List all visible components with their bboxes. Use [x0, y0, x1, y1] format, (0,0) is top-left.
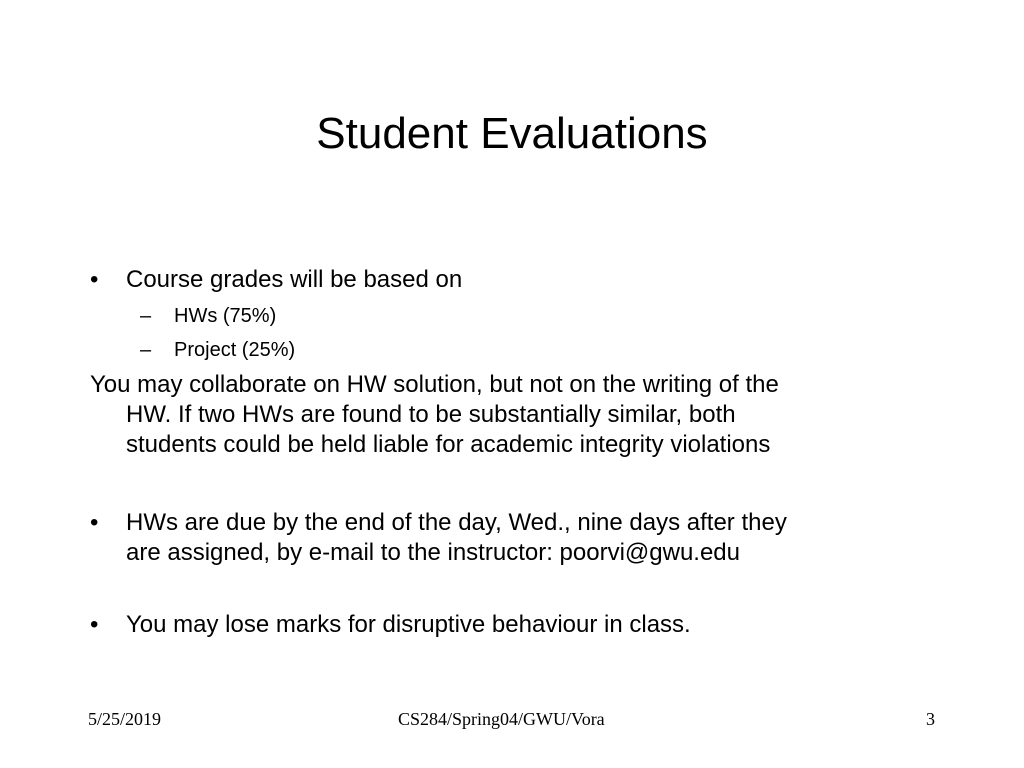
collaboration-policy-paragraph: [90, 370, 950, 460]
paragraph-line: You may collaborate on HW solution, but not on the writing of the: [90, 371, 779, 398]
footer-date: 5/25/2019: [88, 709, 162, 729]
bullet-text-line: HWs are due by the end of the day, Wed., nine days after they: [126, 509, 787, 536]
paragraph-line: HW. If two HWs are found to be substantially similar, both: [126, 401, 736, 428]
bullet-mark: •: [90, 611, 99, 638]
bullet-text: You may lose marks for disruptive behaviour in class.: [126, 611, 691, 638]
footer-page-number: 3: [926, 709, 935, 729]
sub-item-text: HWs (75%): [174, 305, 277, 327]
sub-item-text: Project (25%): [174, 339, 296, 361]
sub-bullet-mark: –: [140, 339, 152, 361]
bullet-mark: •: [90, 266, 99, 293]
paragraph-line: students could be held liable for academic integrity violations: [126, 431, 771, 458]
bullet-mark: •: [90, 509, 99, 536]
slide-title: Student Evaluations: [316, 109, 708, 158]
bullet-text: Course grades will be based on: [126, 266, 463, 293]
sub-bullet-mark: –: [140, 305, 152, 327]
bullet-text-line: are assigned, by e-mail to the instructor: poorvi@gwu.edu: [126, 539, 741, 566]
footer-course: CS284/Spring04/GWU/Vora: [398, 709, 605, 729]
